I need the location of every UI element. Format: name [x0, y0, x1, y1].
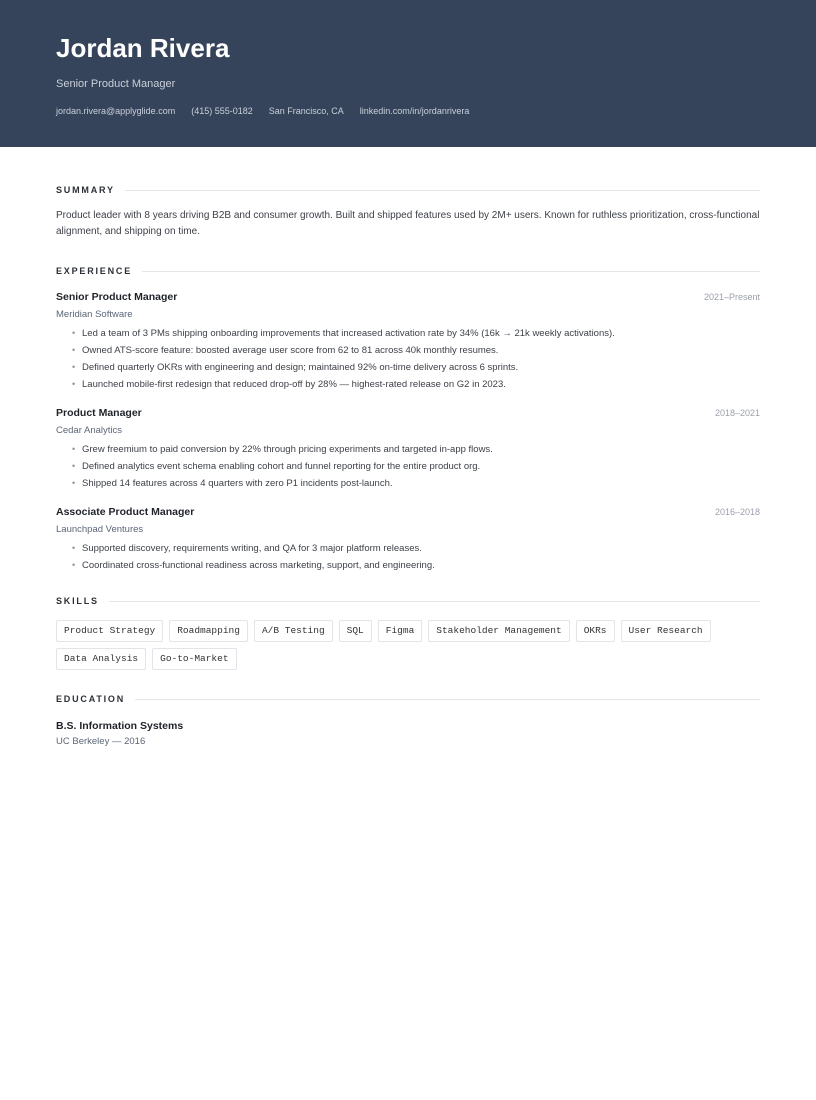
job-bullets	[56, 325, 760, 393]
job-title: Senior Product Manager	[56, 291, 178, 303]
list-item: • Coordinated cross-functional readiness across marketing, support, and engineering.	[72, 557, 760, 574]
section-heading	[56, 266, 760, 276]
summary-text: Product leader with 8 years driving B2B and consumer growth. Built and shipped features used by 2M+ users. Known for ruthless prioritization, cross-functional alignment, and shipping on time.	[56, 210, 760, 237]
skill-chip: Roadmapping	[169, 620, 248, 642]
experience-section	[56, 266, 760, 574]
contact-email: jordan.rivera@applyglide.com	[56, 106, 176, 116]
summary-heading: SUMMARY	[56, 185, 115, 195]
skill-chip: Figma	[378, 620, 423, 642]
summary-section	[56, 185, 760, 240]
job-company: Meridian Software	[56, 309, 133, 320]
section-heading	[56, 694, 760, 704]
skill-chip: User Research	[621, 620, 711, 642]
job-bullets	[56, 540, 760, 574]
section-heading	[56, 596, 760, 606]
skill-chip: Go-to-Market	[152, 648, 236, 670]
degree-title: B.S. Information Systems	[56, 720, 184, 732]
job-title: Product Manager	[56, 407, 142, 419]
job-dates: 2016–2018	[714, 507, 760, 517]
job-entry	[56, 407, 760, 492]
list-item: • Led a team of 3 PMs shipping onboarding improvements that increased activation rate by 34% (16k → 21k weekly activations).	[72, 325, 760, 342]
list-item: • Shipped 14 features across 4 quarters with zero P1 incidents post-launch.	[72, 475, 760, 492]
candidate-role: Senior Product Manager	[56, 78, 176, 90]
list-item: • Supported discovery, requirements writing, and QA for 3 major platform releases.	[72, 540, 760, 557]
skills-section	[56, 596, 760, 670]
skill-chip: Product Strategy	[56, 620, 163, 642]
resume-header	[0, 0, 816, 147]
education-heading: EDUCATION	[56, 694, 126, 704]
school-name: UC Berkeley — 2016	[56, 736, 146, 747]
candidate-name: Jordan Rivera	[56, 33, 230, 63]
skill-chip: SQL	[339, 620, 372, 642]
section-heading	[56, 185, 760, 195]
job-dates: 2018–2021	[714, 408, 760, 418]
job-entry	[56, 506, 760, 574]
resume-body	[0, 185, 816, 747]
education-section	[56, 694, 760, 747]
skill-chip: A/B Testing	[254, 620, 333, 642]
contact-phone: (415) 555-0182	[191, 106, 253, 116]
skills-heading: SKILLS	[56, 596, 99, 606]
list-item: • Grew freemium to paid conversion by 22% through pricing experiments and targeted in-app flows.	[72, 441, 760, 458]
list-item: • Defined analytics event schema enabling cohort and funnel reporting for the entire product org.	[72, 458, 760, 475]
section-divider	[135, 699, 760, 700]
section-divider	[142, 271, 760, 272]
skill-chip: OKRs	[576, 620, 615, 642]
skill-chip: Data Analysis	[56, 648, 146, 670]
list-item: • Owned ATS-score feature: boosted average user score from 62 to 81 across 40k monthly resumes.	[72, 342, 760, 359]
job-company: Cedar Analytics	[56, 425, 123, 436]
contact-location: San Francisco, CA	[268, 106, 344, 116]
contact-linkedin: linkedin.com/in/jordanrivera	[359, 106, 470, 116]
section-divider	[109, 601, 760, 602]
job-title: Associate Product Manager	[56, 506, 195, 518]
job-company: Launchpad Ventures	[56, 524, 144, 535]
list-item: • Defined quarterly OKRs with engineering and design; maintained 92% on-time delivery across 6 sprints.	[72, 359, 760, 376]
job-dates: 2021–Present	[703, 292, 760, 302]
job-entry	[56, 291, 760, 393]
job-bullets	[56, 441, 760, 492]
experience-heading: EXPERIENCE	[56, 266, 133, 276]
contact-row	[56, 105, 760, 117]
skill-chip: Stakeholder Management	[428, 620, 569, 642]
section-divider	[125, 190, 760, 191]
skills-list	[56, 620, 760, 670]
list-item: • Launched mobile-first redesign that reduced drop-off by 28% — highest-rated release on G2 in 2023.	[72, 376, 760, 393]
